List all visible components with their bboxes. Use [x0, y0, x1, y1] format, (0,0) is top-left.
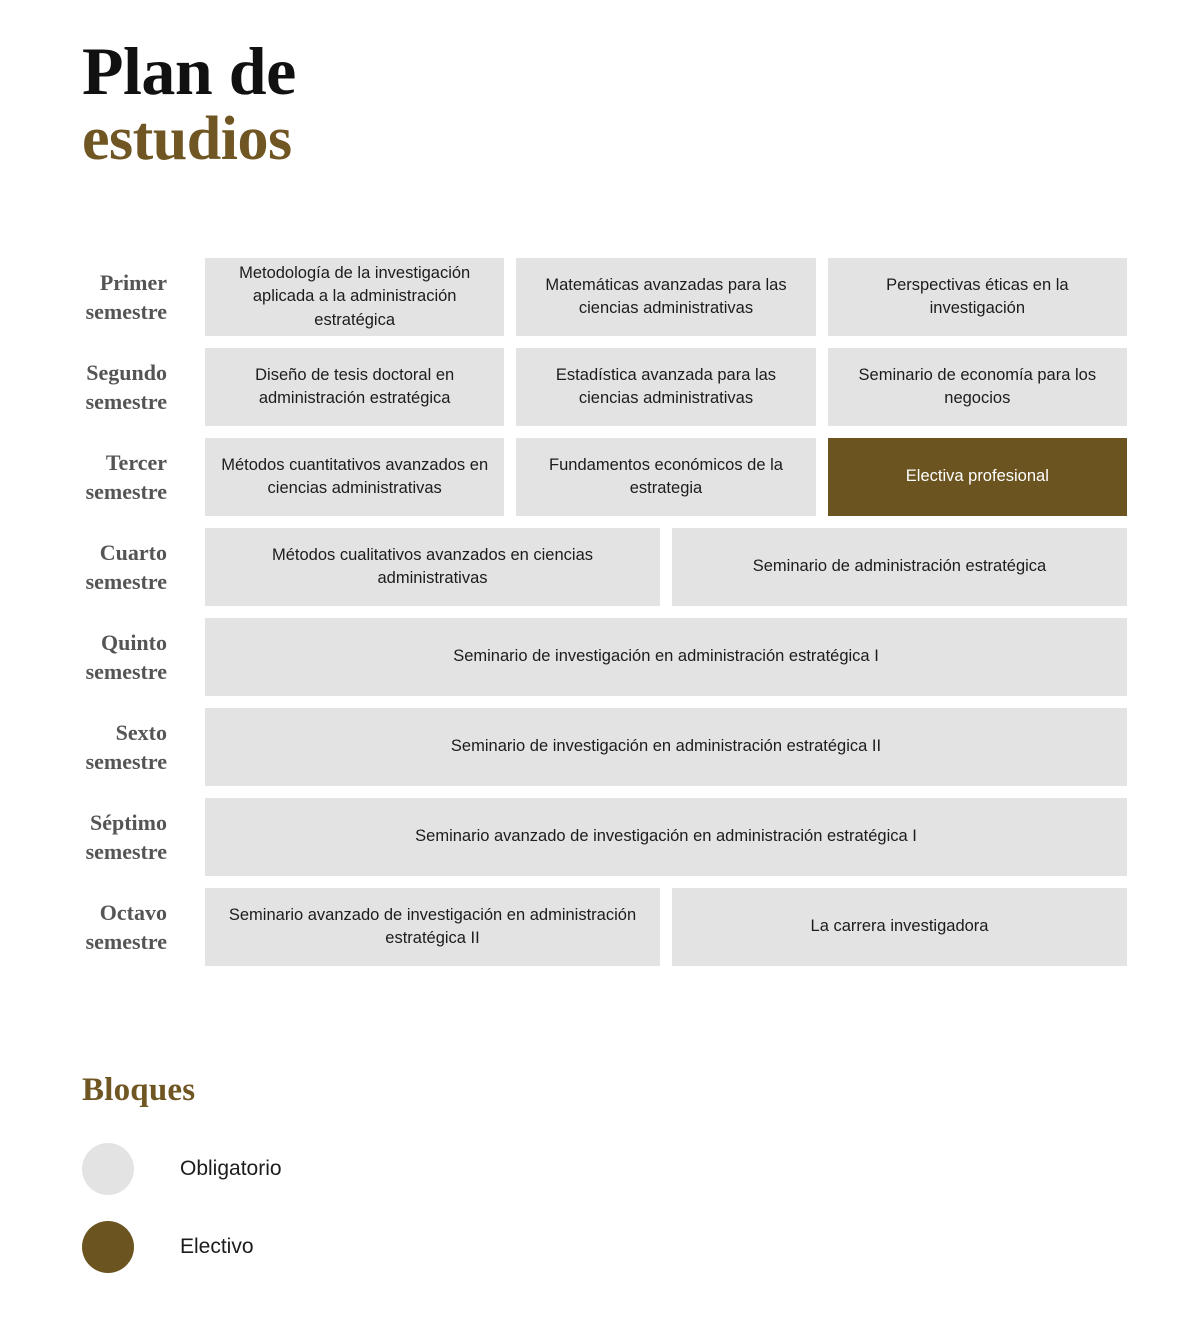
semester-label	[0, 258, 185, 336]
semester-label	[0, 798, 185, 876]
course-card-group	[205, 348, 1127, 426]
legend-title: Bloques	[82, 1072, 196, 1108]
page-title-line-1: Plan de	[82, 33, 296, 109]
course-card[interactable]: Seminario de economía para los negocios	[828, 348, 1127, 426]
semester-label-line-2: semestre	[85, 479, 167, 504]
semester-label-line-2: semestre	[85, 839, 167, 864]
legend-item-label: Electivo	[180, 1235, 254, 1258]
legend-list	[82, 1143, 582, 1273]
semester-row	[0, 438, 1200, 516]
semester-label-line-1: Primer	[99, 269, 167, 295]
course-card[interactable]: Seminario de investigación en administración estratégica I	[205, 618, 1127, 696]
semester-label-line-1: Tercer	[105, 449, 167, 475]
semester-label	[0, 528, 185, 606]
legend-item-label: Obligatorio	[180, 1157, 282, 1180]
semester-label-line-2: semestre	[85, 569, 167, 594]
course-card[interactable]: Seminario avanzado de investigación en administración estratégica II	[205, 888, 660, 966]
semester-label-line-1: Séptimo	[90, 809, 167, 835]
legend-swatch-elective	[82, 1221, 134, 1273]
course-card[interactable]: Seminario de administración estratégica	[672, 528, 1127, 606]
course-card-group	[205, 438, 1127, 516]
semester-label-line-2: semestre	[85, 299, 167, 324]
curriculum-grid	[0, 258, 1200, 978]
course-card[interactable]: Métodos cuantitativos avanzados en ciencias administrativas	[205, 438, 504, 516]
semester-label-line-1: Cuarto	[99, 539, 167, 565]
course-card[interactable]: Seminario de investigación en administración estratégica II	[205, 708, 1127, 786]
legend-swatch-required	[82, 1143, 134, 1195]
semester-label-line-2: semestre	[85, 659, 167, 684]
course-card[interactable]: Matemáticas avanzadas para las ciencias administrativas	[516, 258, 815, 336]
course-card-group	[205, 528, 1127, 606]
course-card[interactable]: Estadística avanzada para las ciencias administrativas	[516, 348, 815, 426]
semester-row	[0, 798, 1200, 876]
legend-item	[82, 1143, 582, 1195]
course-card[interactable]: Fundamentos económicos de la estrategia	[516, 438, 815, 516]
semester-label-line-2: semestre	[85, 389, 167, 414]
semester-label-line-2: semestre	[85, 749, 167, 774]
course-card-group	[205, 888, 1127, 966]
legend	[82, 1072, 582, 1299]
semester-label	[0, 708, 185, 786]
semester-label-line-1: Octavo	[99, 899, 167, 925]
semester-label	[0, 438, 185, 516]
semester-row	[0, 618, 1200, 696]
course-card-group	[205, 708, 1127, 786]
course-card-elective[interactable]: Electiva profesional	[828, 438, 1127, 516]
semester-row	[0, 258, 1200, 336]
legend-item	[82, 1221, 582, 1273]
course-card[interactable]: La carrera investigadora	[672, 888, 1127, 966]
semester-label	[0, 888, 185, 966]
semester-row	[0, 348, 1200, 426]
page-title	[82, 33, 296, 173]
semester-row	[0, 888, 1200, 966]
semester-label-line-2: semestre	[85, 929, 167, 954]
course-card[interactable]: Diseño de tesis doctoral en administración estratégica	[205, 348, 504, 426]
semester-label	[0, 348, 185, 426]
course-card-group	[205, 618, 1127, 696]
course-card[interactable]: Perspectivas éticas en la investigación	[828, 258, 1127, 336]
semester-label-line-1: Quinto	[100, 629, 167, 655]
page-title-line-2: estudios	[82, 104, 292, 173]
semester-label	[0, 618, 185, 696]
semester-label-line-1: Sexto	[115, 719, 167, 745]
semester-label-line-1: Segundo	[86, 359, 167, 385]
course-card-group	[205, 258, 1127, 336]
course-card-group	[205, 798, 1127, 876]
course-card[interactable]: Metodología de la investigación aplicada a la administración estratégica	[205, 258, 504, 336]
course-card[interactable]: Métodos cualitativos avanzados en ciencias administrativas	[205, 528, 660, 606]
course-card[interactable]: Seminario avanzado de investigación en administración estratégica I	[205, 798, 1127, 876]
semester-row	[0, 528, 1200, 606]
semester-row	[0, 708, 1200, 786]
